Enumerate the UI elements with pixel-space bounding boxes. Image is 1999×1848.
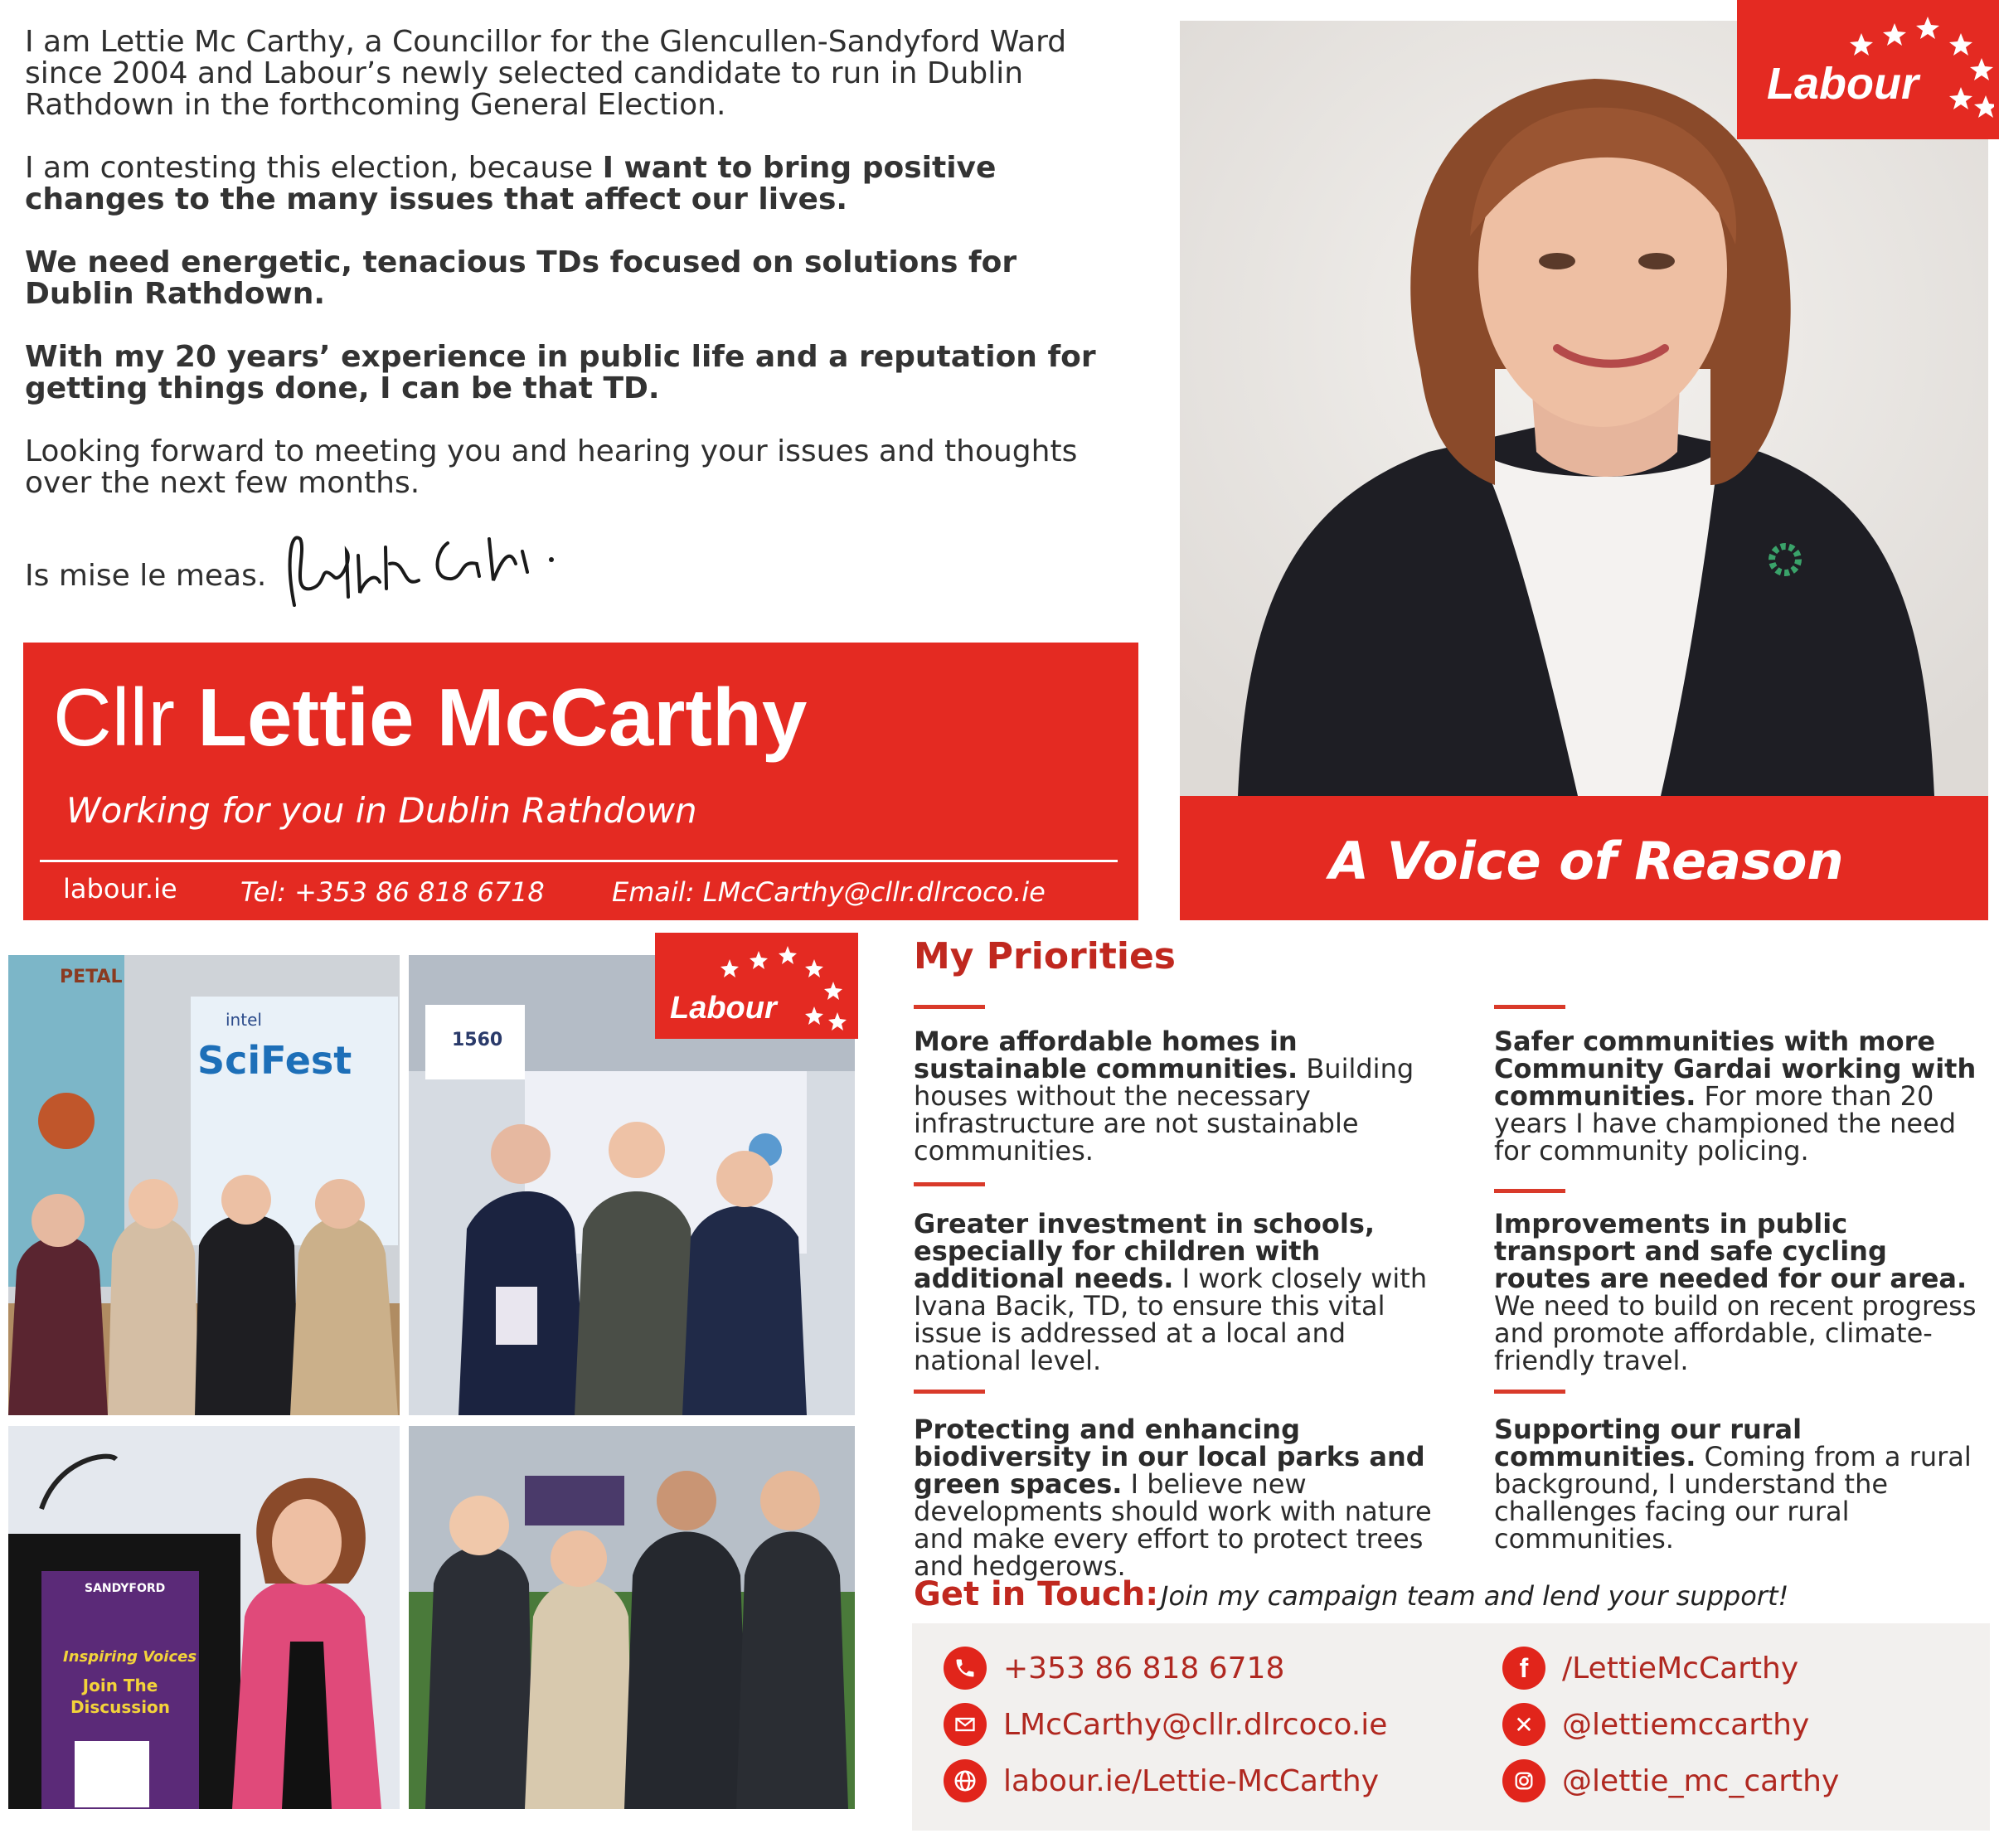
letter-energetic-text: We need energetic, tenacious TDs focused on solutions for Dublin Rathdown. — [25, 245, 1017, 311]
priority-rule-1 — [914, 1005, 985, 1009]
letter-experience-text: With my 20 years’ experience in public life and a reputation for getting things done, I can be that TD. — [25, 340, 1096, 405]
priority-homes-text: Building houses without the necessary infrastructure are not sustainable communities. — [914, 1053, 1414, 1167]
priority-schools-text: I work closely with Ivana Bacik, TD, to ensure this vital issue is addressed at a local and national level. — [914, 1263, 1428, 1376]
name-banner — [23, 643, 1138, 920]
contact-web[interactable] — [944, 1759, 1379, 1802]
banner-website[interactable]: labour.ie — [63, 873, 177, 905]
contact-facebook[interactable] — [1502, 1647, 1798, 1690]
priority-rural-bold: Supporting our rural communities. — [1494, 1414, 1802, 1472]
labour-logo-text: Labour — [1767, 59, 1919, 109]
contact-x-text: @lettiemccarthy — [1562, 1707, 1810, 1742]
slogan-bar — [1180, 796, 1988, 920]
priority-rule-3 — [914, 1182, 985, 1186]
title-name: Lettie McCarthy — [197, 672, 808, 763]
petal-sign: PETAL — [60, 967, 123, 987]
letter-contesting-plain: I am contesting this election, because — [25, 151, 603, 185]
priority-biodiversity-text: I believe new developments should work with nature and make every effort to protect trees and hedgerows. — [914, 1468, 1432, 1582]
intel-sign: intel — [226, 1010, 262, 1030]
phone-icon — [944, 1647, 987, 1690]
labour-logo-collage — [655, 933, 858, 1039]
priority-homes-bold: More affordable homes in sustainable communities. — [914, 1026, 1298, 1084]
podium-sandyford: SANDYFORD — [85, 1582, 166, 1595]
instagram-icon — [1502, 1759, 1545, 1802]
banner-tel[interactable]: Tel: +353 86 818 6718 — [240, 876, 545, 908]
letter-contesting-bold: I want to bring positive changes to the many issues that affect our lives. — [25, 151, 997, 216]
priority-rule-6 — [1494, 1390, 1565, 1394]
letter-experience — [25, 342, 1136, 405]
contact-phone-text: +353 86 818 6718 — [1003, 1651, 1285, 1686]
contact-phone[interactable] — [944, 1647, 1284, 1690]
priorities-title: My Priorities — [914, 935, 1176, 977]
contact-x[interactable] — [1502, 1703, 1809, 1746]
labour-logo-collage-text: Labour — [670, 991, 777, 1026]
priority-rural-text: Coming from a rural background, I understand the challenges facing our rural communities. — [1494, 1441, 1972, 1555]
letter-intro: I am Lettie Mc Carthy, a Councillor for the Glencullen-Sandyford Ward since 2004 and Labour’s newly selected candidate to run in Dublin Rathdown in the forthcoming General Election. — [25, 25, 1067, 122]
priority-homes — [914, 1028, 1461, 1165]
contact-email-text: LMcCarthy@cllr.dlrcoco.ie — [1003, 1707, 1388, 1742]
priority-safety — [1494, 1028, 1992, 1165]
get-in-touch-subtitle: Join my campaign team and lend your support! — [1161, 1580, 1789, 1612]
priority-rule-4 — [1494, 1189, 1565, 1193]
letter-energetic — [25, 247, 1136, 310]
banner-title — [53, 672, 808, 763]
globe-icon — [944, 1759, 987, 1802]
title-prefix: Cllr — [53, 672, 175, 763]
x-icon: ✕ — [1502, 1703, 1545, 1746]
facebook-icon: f — [1502, 1647, 1545, 1690]
mail-icon — [944, 1703, 987, 1746]
tagline: Working for you in Dublin Rathdown — [66, 790, 697, 831]
board-number: 1560 — [452, 1030, 503, 1050]
priority-safety-bold: Safer communities with more Community Gardai working with communities. — [1494, 1026, 1977, 1112]
priority-transport — [1494, 1210, 1992, 1375]
star-icon — [1836, 8, 1994, 124]
contact-facebook-text: /LettieMcCarthy — [1562, 1651, 1799, 1686]
priority-transport-text: We need to build on recent progress and promote affordable, climate-friendly travel. — [1494, 1290, 1977, 1376]
signature — [282, 514, 564, 622]
priority-transport-bold: Improvements in public transport and safe cycling routes are needed for our area. — [1494, 1208, 1967, 1294]
priority-rural — [1494, 1416, 1992, 1553]
contact-web-text: labour.ie/Lettie-McCarthy — [1003, 1763, 1380, 1798]
letter-forward: Looking forward to meeting you and hearing your issues and thoughts over the next few months. — [25, 434, 1078, 500]
banner-divider — [40, 860, 1118, 862]
scifest-sign: SciFest — [197, 1038, 352, 1083]
signoff: Is mise le meas. — [25, 559, 267, 593]
podium-inspiring: Inspiring Voices — [63, 1648, 197, 1666]
contact-instagram[interactable] — [1502, 1759, 1839, 1802]
get-in-touch-title: Get in Touch: — [914, 1575, 1159, 1613]
photo-scifest — [8, 955, 400, 1415]
letter — [25, 27, 1136, 531]
letter-contesting — [25, 153, 1136, 216]
contact-email[interactable] — [944, 1703, 1387, 1746]
priority-safety-text: For more than 20 years I have championed the need for community policing. — [1494, 1080, 1957, 1167]
priority-biodiversity — [914, 1416, 1461, 1580]
priority-schools-bold: Greater investment in schools, especially for children with additional needs. — [914, 1208, 1376, 1294]
contact-box — [912, 1623, 1990, 1831]
star-icon — [713, 936, 854, 1036]
photo-podium — [8, 1426, 400, 1809]
slogan-text: A Voice of Reason — [1329, 831, 1844, 891]
labour-logo-top — [1737, 0, 1999, 139]
contact-instagram-text: @lettie_mc_carthy — [1562, 1763, 1840, 1798]
priority-biodiversity-bold: Protecting and enhancing biodiversity in our local parks and green spaces. — [914, 1414, 1425, 1500]
priority-schools — [914, 1210, 1461, 1375]
banner-email[interactable]: Email: LMcCarthy@cllr.dlrcoco.ie — [612, 876, 1046, 908]
photo-football — [409, 1426, 855, 1809]
podium-join: Join The Discussion — [70, 1676, 171, 1717]
priority-rule-2 — [1494, 1005, 1565, 1009]
priority-rule-5 — [914, 1390, 985, 1394]
